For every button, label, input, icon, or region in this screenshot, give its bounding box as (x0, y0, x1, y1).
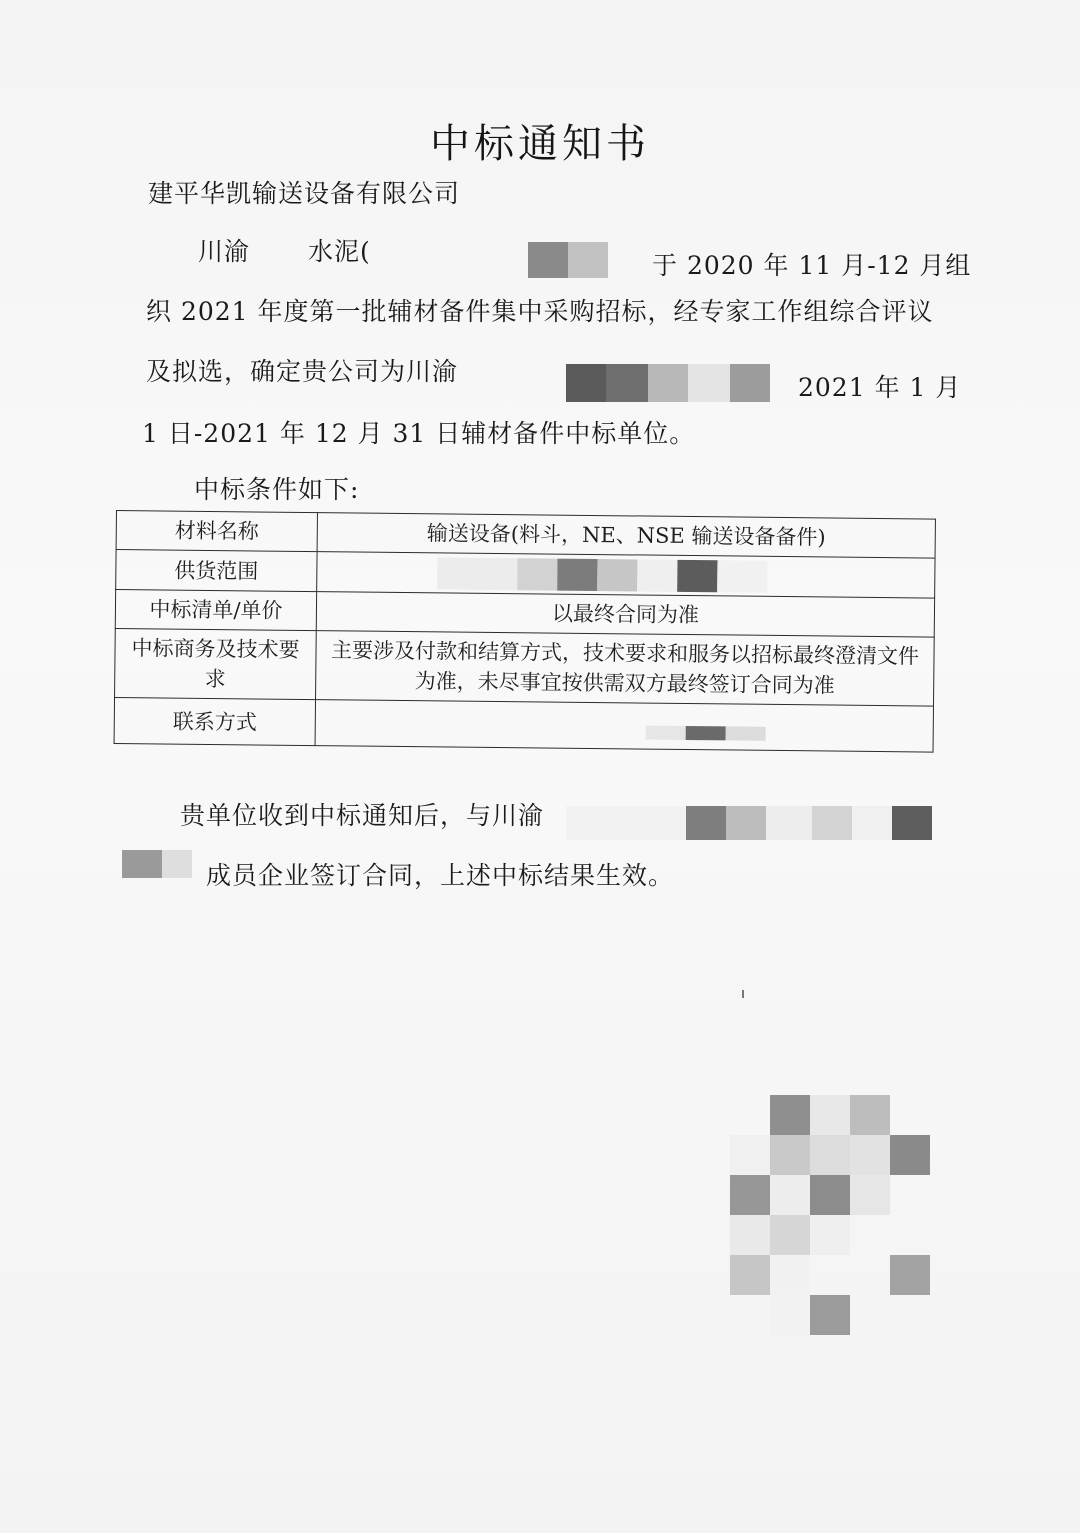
row-label: 中标清单/单价 (115, 590, 316, 631)
row-value: 输送设备(料斗，NE、NSE 输送设备备件) (317, 513, 935, 558)
para1-line4: 1 日-2021 年 12 月 31 日辅材备件中标单位。 (142, 419, 696, 448)
para1-line1-end: 于 2020 年 11 月-12 月组 (652, 251, 972, 280)
row-value (317, 552, 935, 598)
redaction-mosaic (528, 242, 608, 278)
para1-line3: 及拟选，确定贵公司为川渝 (146, 357, 459, 386)
closing-line2: 成员企业签订合同，上述中标结果生效。 (206, 861, 675, 890)
redaction-mosaic (122, 850, 192, 878)
redaction-mosaic (566, 806, 932, 840)
row-value: 主要涉及付款和结算方式，技术要求和服务以招标最终澄清文件为准，未尽事宜按供需双方最终签订合同为准 (316, 631, 935, 706)
scan-speck (742, 990, 744, 998)
table-row (115, 628, 935, 706)
closing-line1: 贵单位收到中标通知后，与川渝 (180, 801, 545, 830)
row-label: 联系方式 (114, 697, 315, 745)
redacted-seal-mosaic (730, 1095, 930, 1335)
row-label: 供货范围 (116, 550, 317, 592)
redaction-mosaic (437, 557, 767, 592)
redaction-mosaic (566, 364, 770, 402)
para1-line2: 织 2021 年度第一批辅材备件集中采购招标，经专家工作组综合评议 (146, 297, 934, 326)
row-value (315, 700, 933, 752)
table-row (114, 697, 933, 752)
award-conditions-table (114, 510, 936, 753)
redaction-mosaic (646, 726, 766, 741)
document-title: 中标通知书 (430, 121, 650, 167)
row-label: 材料名称 (116, 511, 317, 552)
conditions-heading: 中标条件如下: (194, 475, 360, 504)
para1-cement: 水泥( (308, 237, 371, 266)
para1-line3-end: 2021 年 1 月 (798, 373, 962, 402)
recipient-name: 建平华凯输送设备有限公司 (148, 179, 461, 208)
para1-company-prefix: 川渝 (198, 237, 251, 266)
row-value: 以最终合同为准 (316, 592, 934, 637)
row-label: 中标商务及技术要求 (115, 628, 317, 699)
